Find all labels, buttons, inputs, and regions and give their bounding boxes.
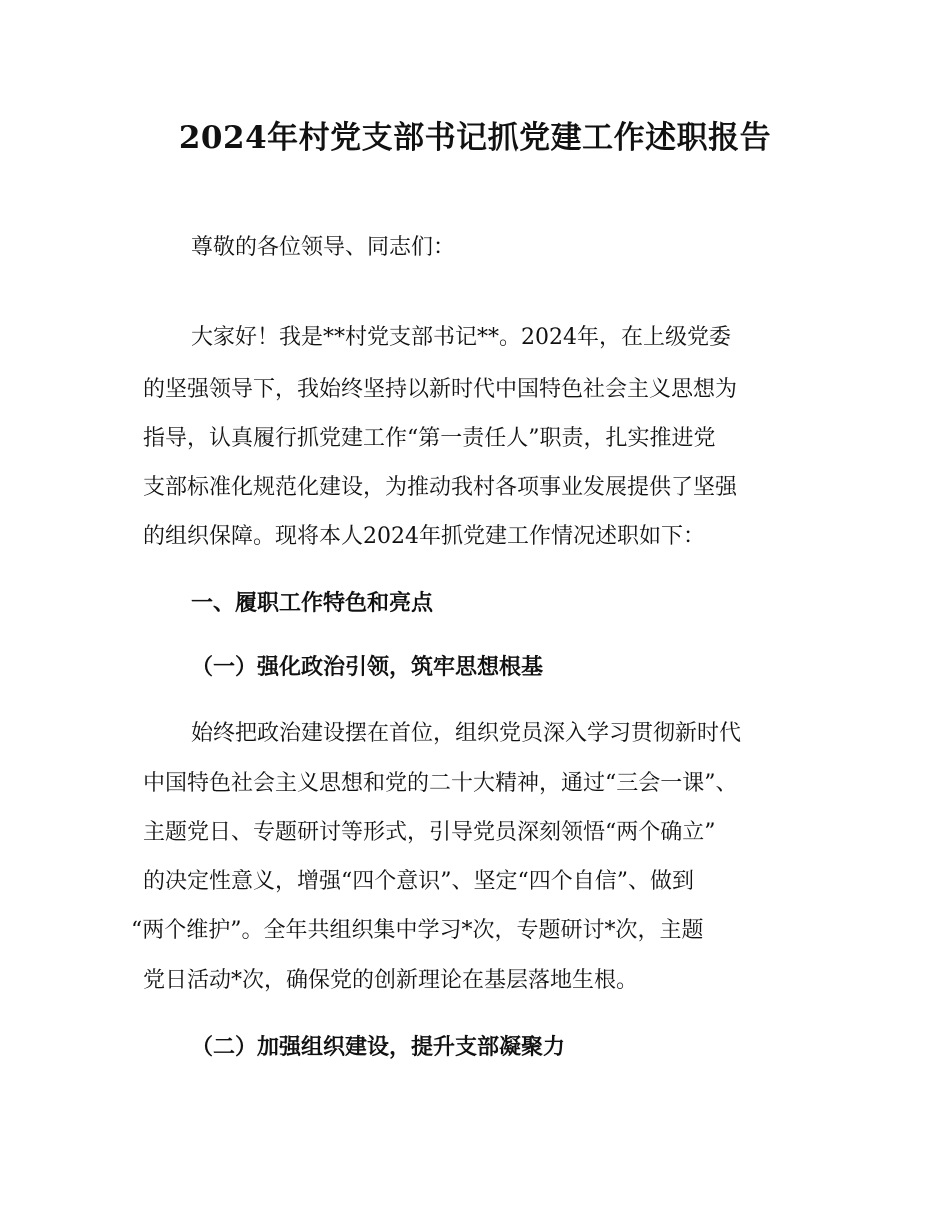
subsection1-line-5: “两个维护”。全年共组织集中学习*次，专题研讨*次，主题 bbox=[131, 918, 704, 943]
intro-line-3: 指导，认真履行抓党建工作“第一责任人”职责，扎实推进党 bbox=[143, 426, 716, 451]
subsection1-line-3: 主题党日、专题研讨等形式，引导党员深刻领悟“两个确立” bbox=[143, 820, 716, 845]
intro-line-5: 的组织保障。现将本人2024年抓党建工作情况述职如下： bbox=[143, 524, 705, 549]
subsection1-line-1: 始终把政治建设摆在首位，组织党员深入学习贯彻新时代 bbox=[191, 721, 742, 746]
subsection-heading-1: （一）强化政治引领，筑牢思想根基 bbox=[191, 655, 544, 680]
subsection-heading-2: （二）加强组织建设，提升支部凝聚力 bbox=[191, 1035, 566, 1060]
subsection1-line-2: 中国特色社会主义思想和党的二十大精神，通过“三会一课”、 bbox=[143, 771, 738, 796]
intro-line-4: 支部标准化规范化建设，为推动我村各项事业发展提供了坚强 bbox=[143, 475, 738, 500]
salutation: 尊敬的各位领导、同志们： bbox=[191, 235, 456, 260]
section-heading-1: 一、履职工作特色和亮点 bbox=[191, 591, 434, 616]
subsection1-line-4: 的决定性意义，增强“四个意识”、坚定“四个自信”、做到 bbox=[143, 869, 694, 894]
intro-line-1: 大家好！我是**村党支部书记**。2024年，在上级党委 bbox=[191, 325, 731, 350]
subsection1-line-6: 党日活动*次，确保党的创新理论在基层落地生根。 bbox=[143, 968, 639, 993]
intro-line-2: 的坚强领导下，我始终坚持以新时代中国特色社会主义思想为 bbox=[143, 377, 738, 402]
document-title: 2024年村党支部书记抓党建工作述职报告 bbox=[178, 120, 772, 156]
